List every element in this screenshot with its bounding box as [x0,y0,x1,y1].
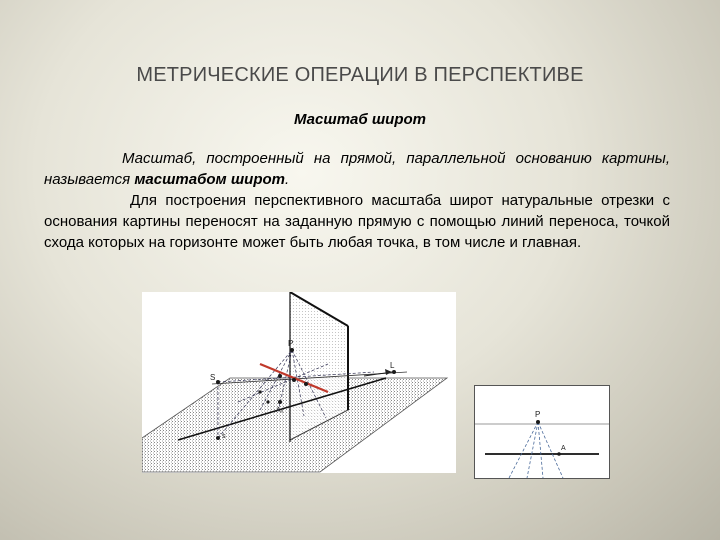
perspective-figure [142,292,456,473]
front-view-figure [474,385,610,479]
paragraph-1-text: Масштаб, построенный на прямой, параллельной основанию картины, называется [44,150,670,188]
label-s-small: s [222,433,226,440]
paragraph-1-end: . [285,171,290,188]
label-a0: A₀ [276,407,284,414]
slide-subtitle: Масштаб широт [294,111,426,128]
paragraph-2: Для построения перспективного масштаба широт натуральные отрезки с основания картины переносят на заданную прямую с помощью линий переноса, точкой схода которых на горизонте может быть любая точка, в том числе и главная. [44,192,670,251]
slide-title: МЕТРИЧЕСКИЕ ОПЕРАЦИИ В ПЕРСПЕКТИВЕ [136,64,584,86]
paragraph-1-term: масштабом широт [134,171,285,188]
body-text [44,148,670,253]
label-s: S [210,373,216,382]
front-label-a: A [561,445,566,452]
front-label-p: P [535,410,541,419]
label-l: L [390,361,395,370]
perspective-figure-svg [142,292,456,473]
front-point-a [557,452,561,456]
front-view-svg [475,386,609,478]
front-point-p [536,420,540,424]
front-projection-lines [509,422,563,478]
label-p: P [288,339,294,348]
paragraph-1 [44,148,670,190]
